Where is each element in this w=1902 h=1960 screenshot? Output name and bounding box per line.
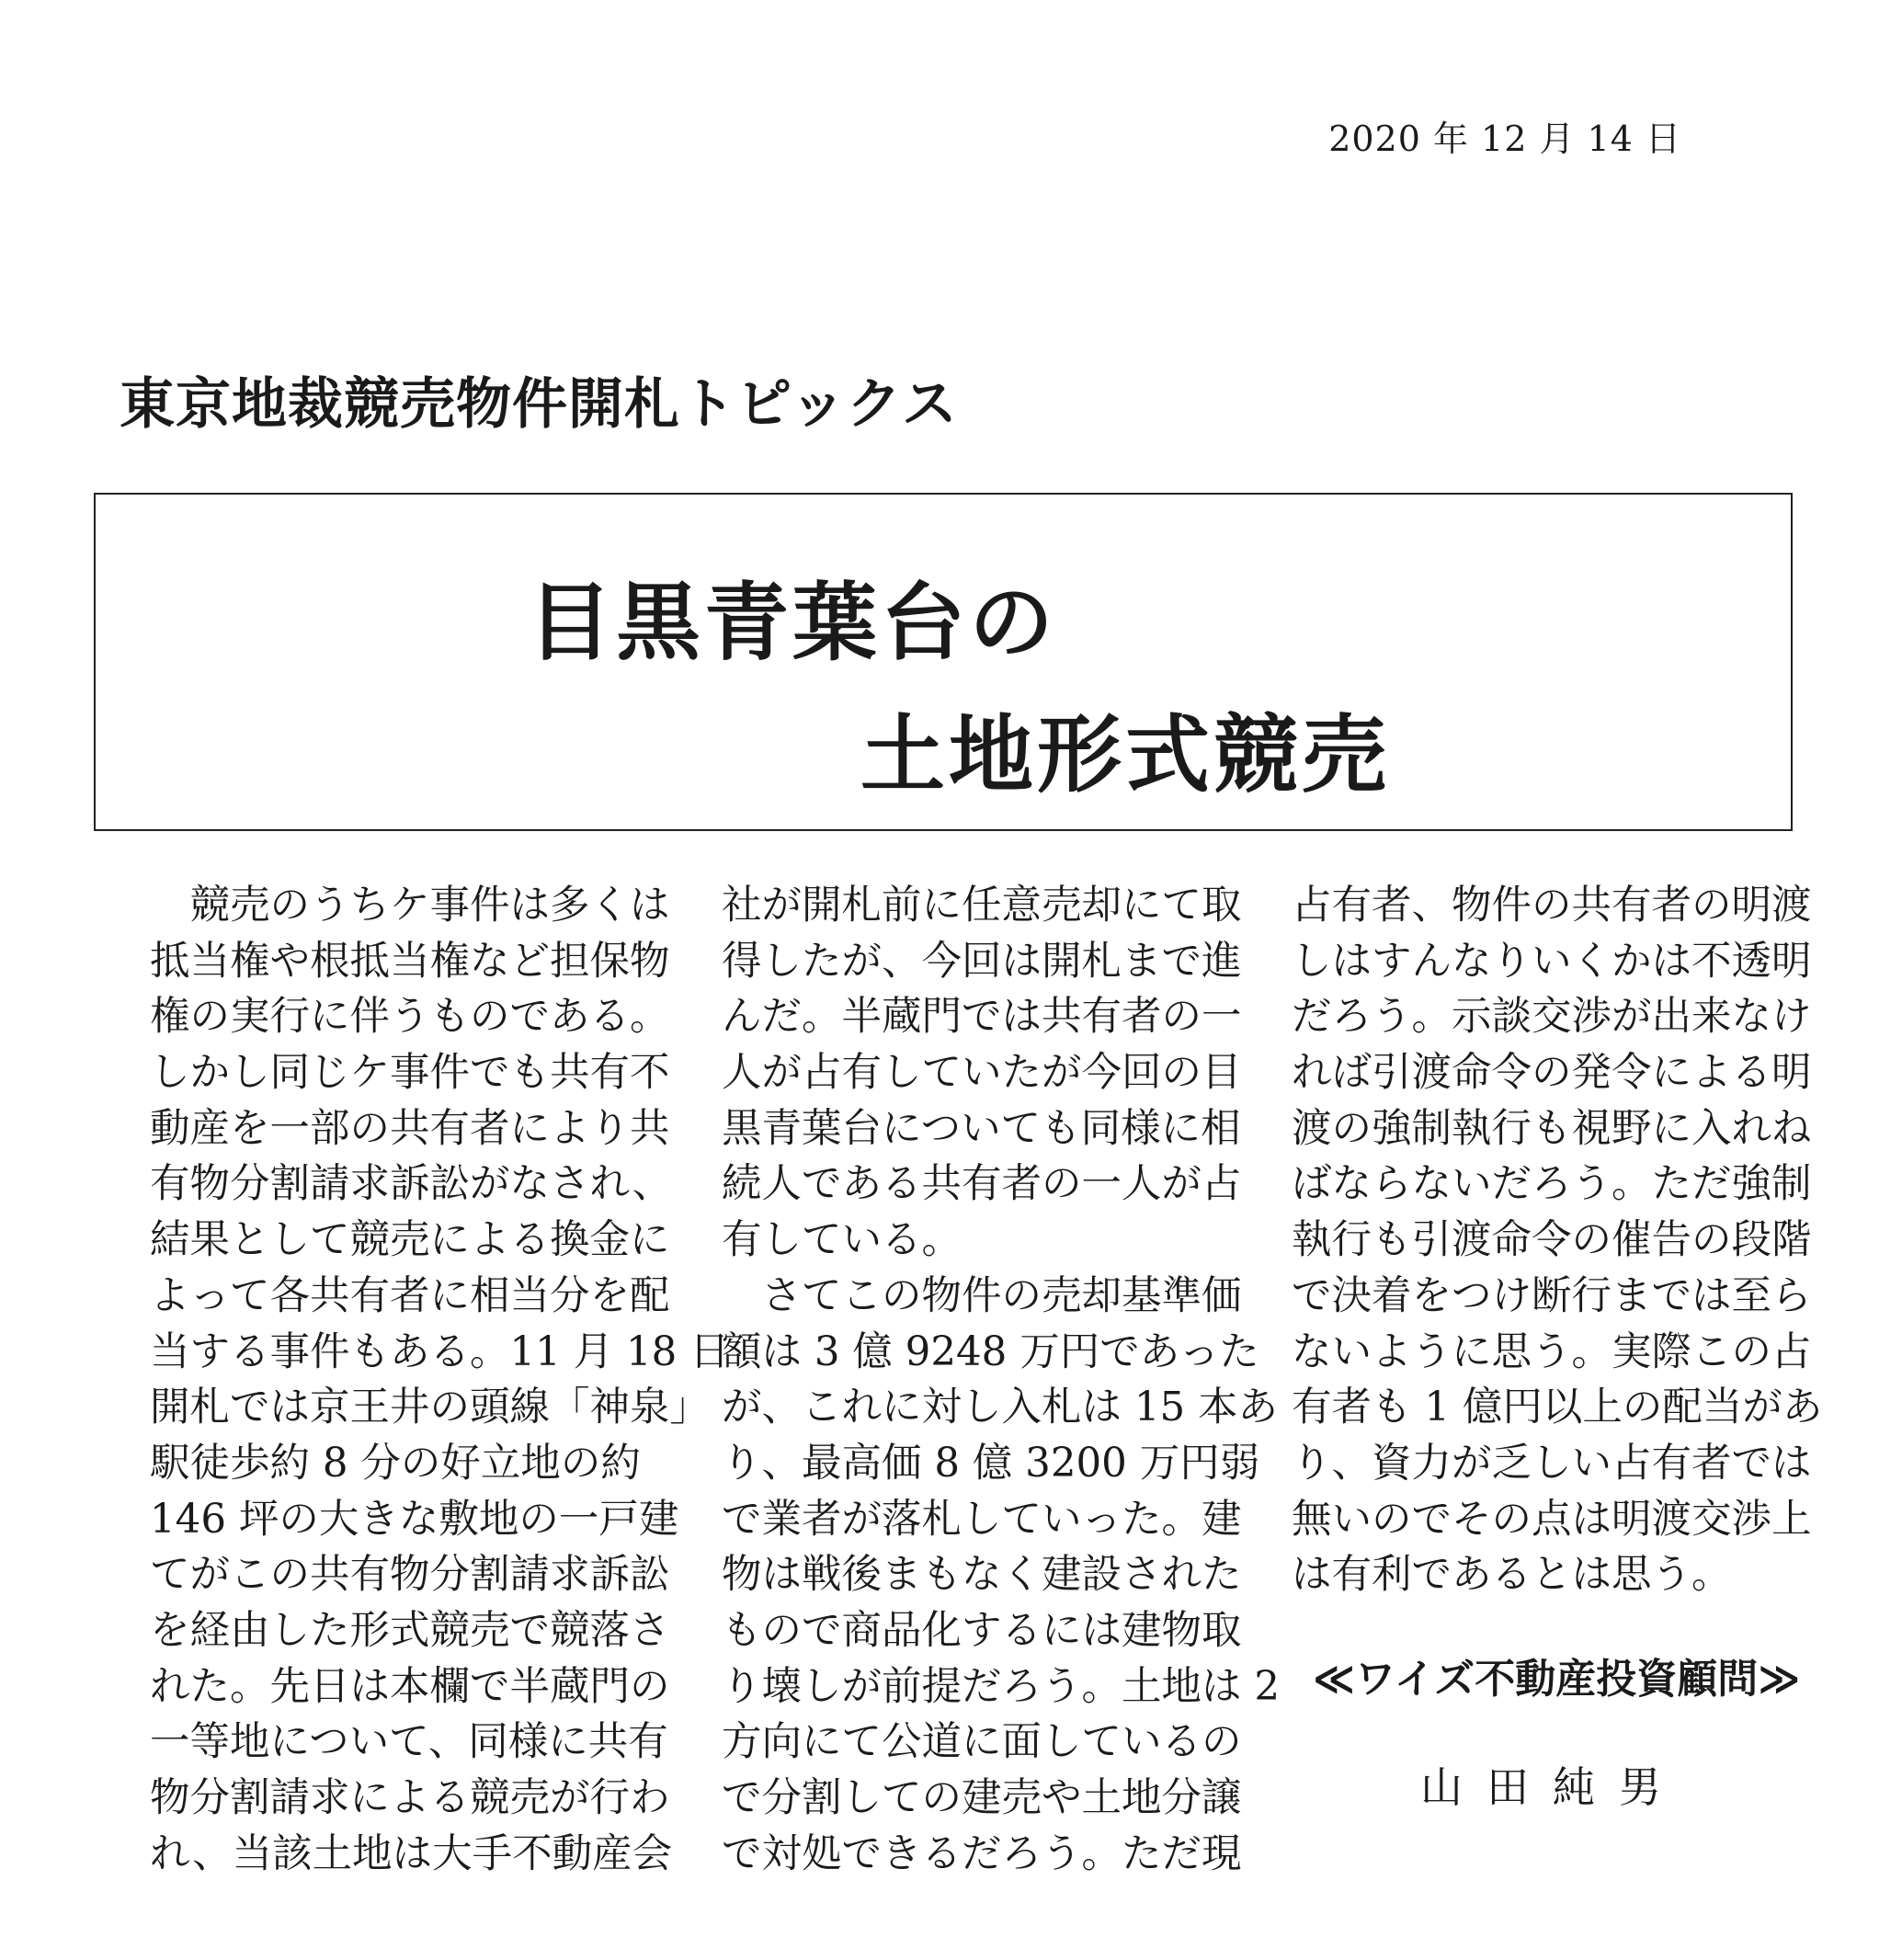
- article-text-line: 駅徒歩約 8 分の好立地の約: [150, 1440, 641, 1487]
- headline-line-1: 目黒青葉台の: [528, 574, 1058, 672]
- article-text-line: 額は 3 億 9248 万円であった: [722, 1328, 1259, 1375]
- article-text-line: 結果として競売による換金に: [150, 1217, 670, 1264]
- article-text-line: 無いのでその点は明渡交渉上: [1292, 1496, 1812, 1543]
- article-text-line: だろう。示談交渉が出来なけ: [1292, 994, 1812, 1041]
- article-text-line: れば引渡命令の発令による明: [1292, 1050, 1812, 1097]
- article-text-line: んだ。半蔵門では共有者の一: [722, 994, 1242, 1041]
- article-text-line: で対処できるだろう。ただ現: [722, 1830, 1242, 1877]
- article-text-line: は有利であるとは思う。: [1292, 1552, 1732, 1599]
- article-text-line: 開札では京王井の頭線「神泉」: [150, 1385, 710, 1431]
- section-title: 東京地裁競売物件開札トピックス: [120, 372, 958, 437]
- article-text-line: もので商品化するには建物取: [722, 1607, 1242, 1654]
- article-text-line: 物分割請求による競売が行わ: [150, 1775, 670, 1821]
- article-text-line: 執行も引渡命令の催告の段階: [1292, 1217, 1812, 1264]
- article-text-line: 有している。: [722, 1217, 962, 1264]
- article-text-line: で業者が落札していった。建: [722, 1496, 1242, 1543]
- article-text-line: てがこの共有物分割請求訴訟: [150, 1552, 670, 1599]
- article-text-line: 有者も 1 億円以上の配当があ: [1292, 1385, 1823, 1431]
- headline-line-2: 土地形式競売: [860, 706, 1391, 804]
- article-text-line: 占有者、物件の共有者の明渡: [1292, 883, 1812, 929]
- article-column-3: [1292, 878, 1822, 1603]
- article-text-line: しかし同じケ事件でも共有不: [150, 1050, 670, 1097]
- article-text-line: 得したが、今回は開札まで進: [722, 938, 1242, 985]
- article-text-line: 抵当権や根抵当権など担保物: [150, 938, 670, 985]
- article-text-line: 権の実行に伴うものである。: [150, 994, 670, 1041]
- article-text-line: り壊しが前提だろう。土地は 2: [722, 1663, 1281, 1710]
- article-text-line: 黒青葉台についても同様に相: [722, 1105, 1241, 1152]
- article-text-line: れ、当該土地は大手不動産会: [150, 1830, 673, 1877]
- article-text-line: で決着をつけ断行までは至ら: [1292, 1272, 1812, 1319]
- author-name: 山田純男: [1420, 1762, 1685, 1812]
- article-text-line: 人が占有していたが今回の目: [722, 1050, 1242, 1097]
- article-text-line: ないように思う。実際この占: [1292, 1328, 1812, 1375]
- article-text-line: 続人である共有者の一人が占: [722, 1161, 1242, 1208]
- article-text-line: れた。先日は本欄で半蔵門の: [150, 1663, 670, 1710]
- article-text-line: しはすんなりいくかは不透明: [1292, 938, 1812, 985]
- article-text-line: 渡の強制執行も視野に入れね: [1292, 1105, 1812, 1152]
- article-text-line: で分割しての建売や土地分譲: [722, 1775, 1242, 1821]
- author-organization: ≪ワイズ不動産投資顧問≫: [1313, 1656, 1801, 1703]
- article-column-2: [722, 878, 1280, 1882]
- article-text-line: ばならないだろう。ただ強制: [1292, 1161, 1812, 1208]
- article-text-line: 社が開札前に任意売却にて取: [722, 883, 1242, 929]
- article-text-line: さてこの物件の売却基準価: [722, 1272, 1242, 1319]
- article-text-line: 物は戦後まもなく建設された: [722, 1552, 1242, 1599]
- article-text-line: 当する事件もある。11 月 18 日: [150, 1328, 730, 1375]
- article-text-line: り、資力が乏しい占有者では: [1292, 1440, 1812, 1487]
- article-column-1: [150, 878, 730, 1882]
- article-text-line: 146 坪の大きな敷地の一戸建: [150, 1496, 679, 1543]
- article-text-line: 動産を一部の共有者により共: [150, 1105, 670, 1152]
- article-text-line: 有物分割請求訴訟がなされ、: [150, 1161, 673, 1208]
- article-text-line: よって各共有者に相当分を配: [150, 1272, 670, 1319]
- article-text-line: を経由した形式競売で競落さ: [150, 1607, 670, 1654]
- article-text-line: 方向にて公道に面しているの: [722, 1719, 1242, 1766]
- article-text-line: 競売のうちケ事件は多くは: [150, 883, 670, 929]
- article-text-line: が、これに対し入札は 15 本あ: [722, 1385, 1279, 1431]
- headline-box: [94, 493, 1793, 831]
- article-text-line: り、最高価 8 億 3200 万円弱: [722, 1440, 1260, 1487]
- article-text-line: 一等地について、同様に共有: [150, 1719, 668, 1766]
- article-date: 2020 年 12 月 14 日: [1328, 119, 1681, 159]
